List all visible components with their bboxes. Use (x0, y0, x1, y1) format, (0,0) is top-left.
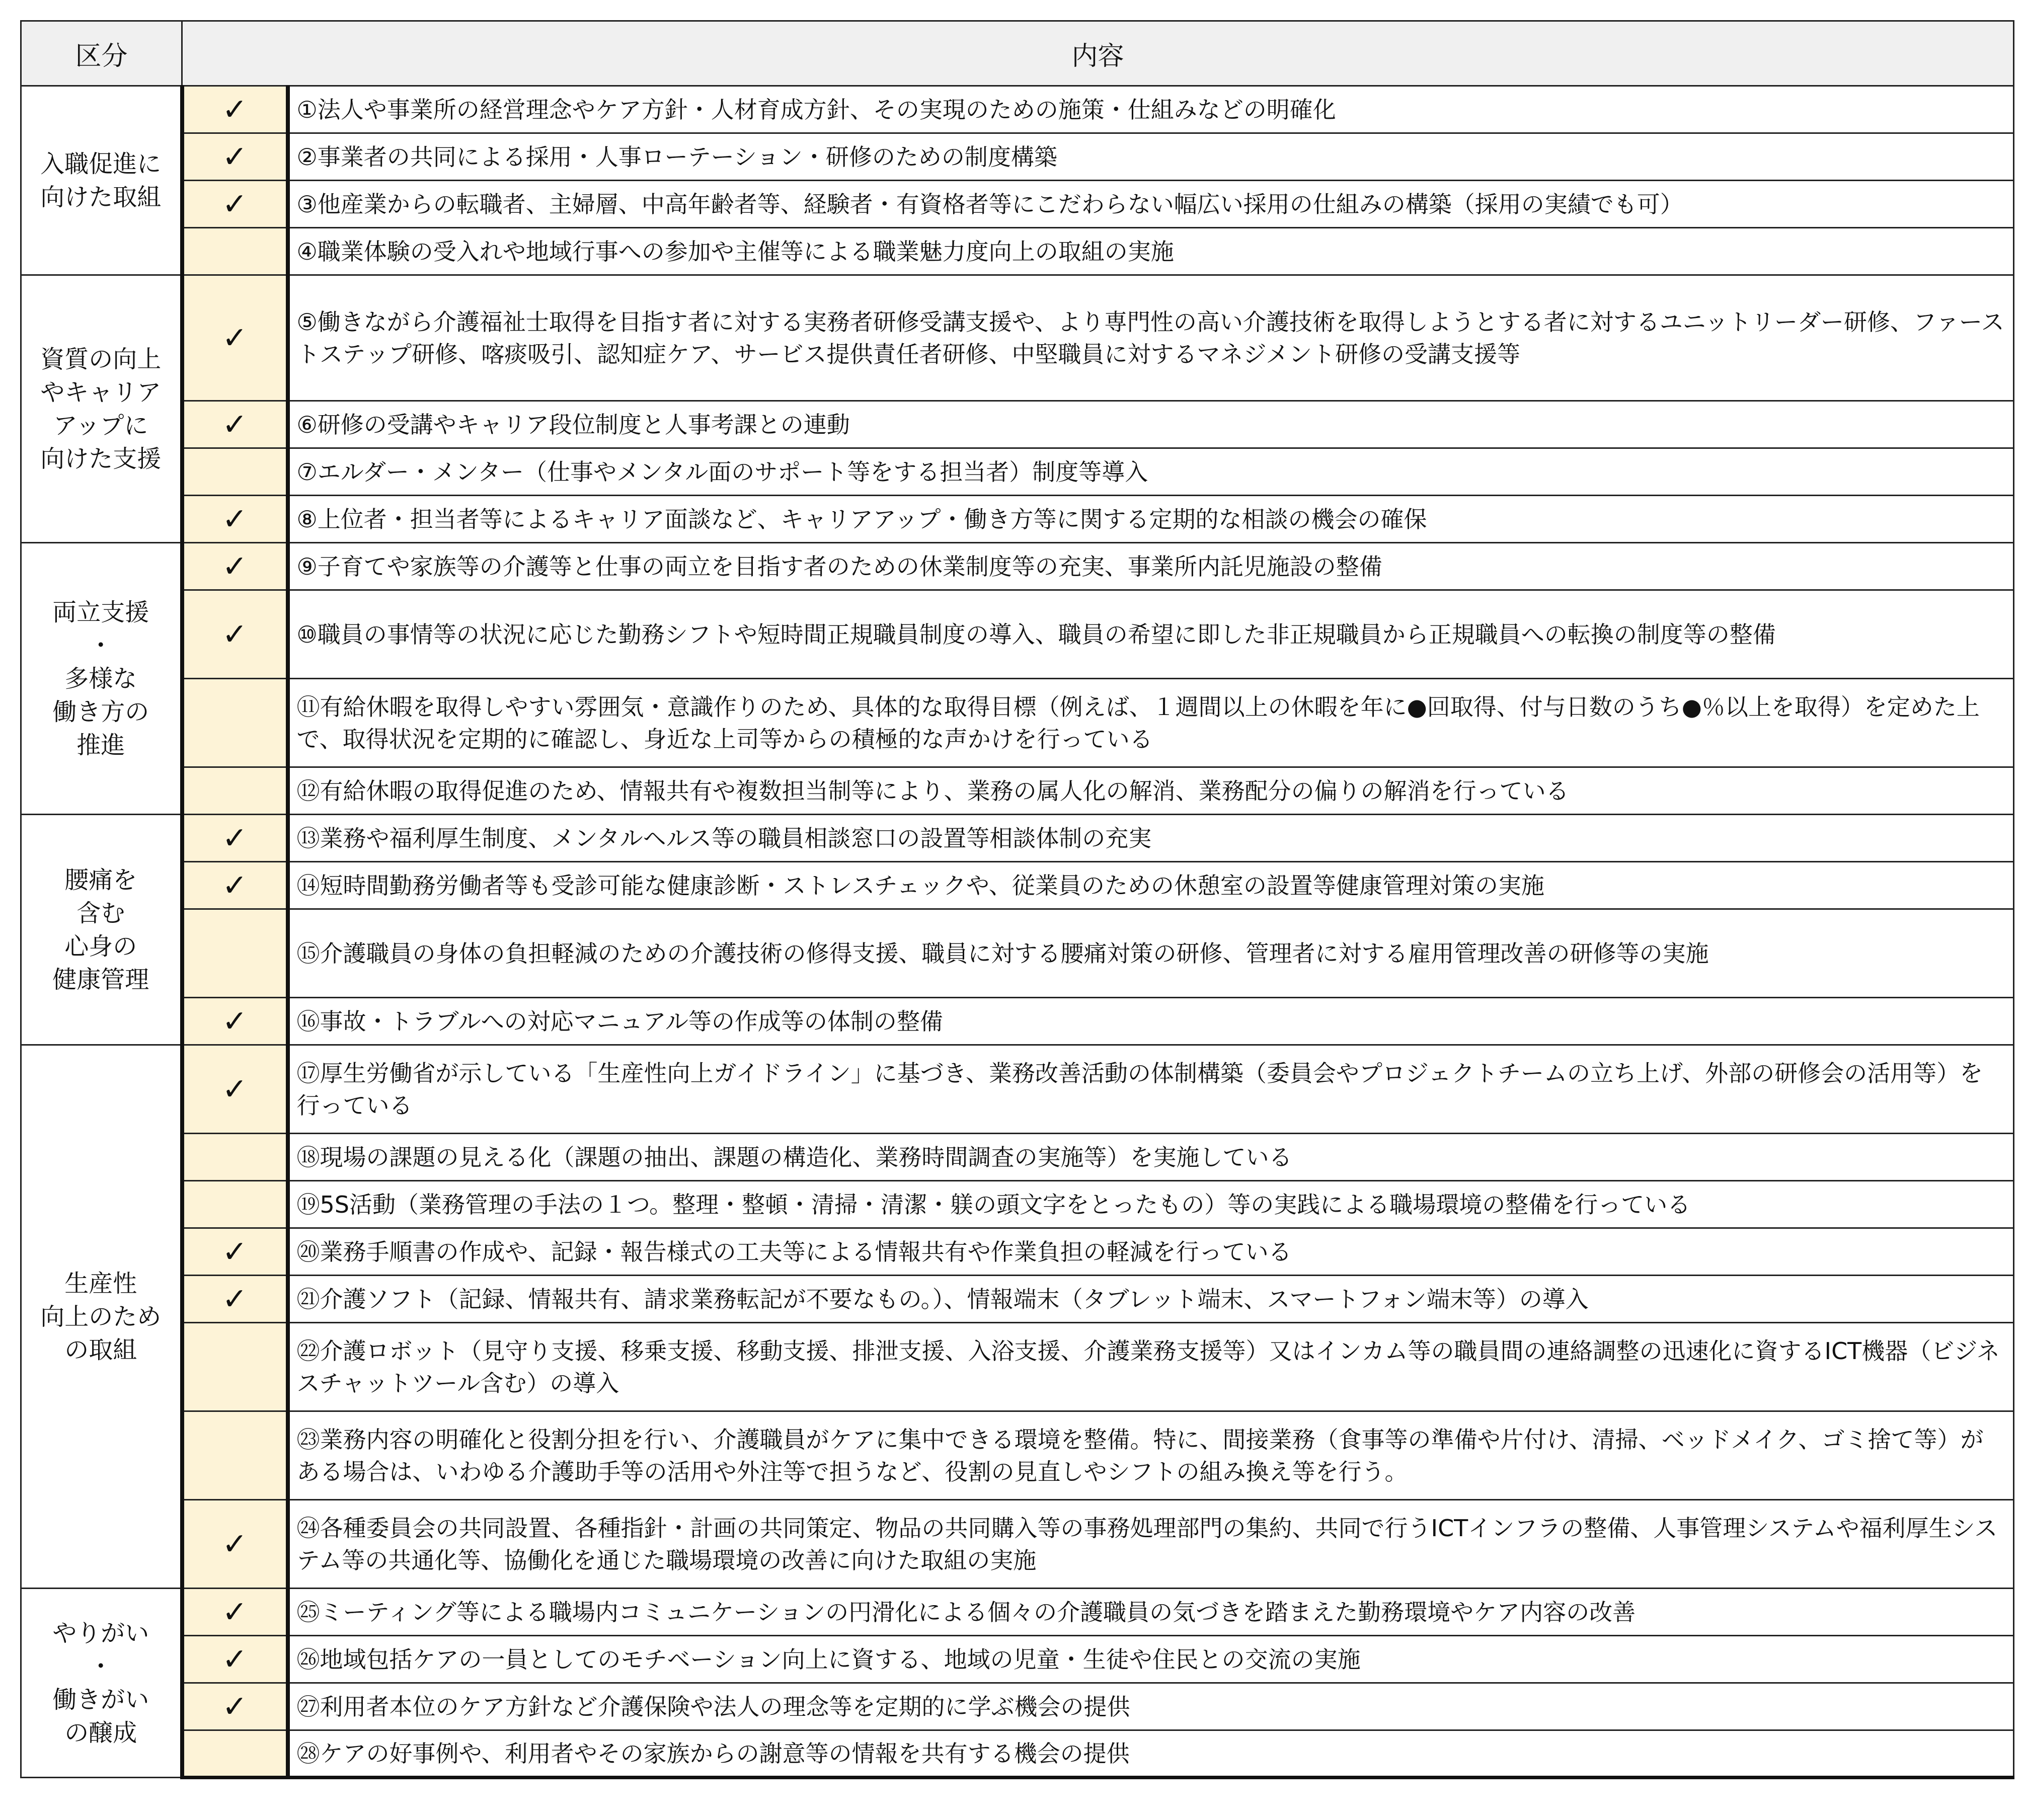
check-cell[interactable] (182, 590, 288, 679)
checkmark-icon: ✓ (222, 1526, 248, 1562)
item-text: ⑳業務手順書の作成や、記録・報告様式の工夫等による情報共有や作業負担の軽減を行っている (288, 1228, 2014, 1276)
item-text: ⑯事故・トラブルへの対応マニュアル等の作成等の体制の整備 (288, 998, 2014, 1045)
table-row (21, 1276, 2014, 1323)
checkmark-icon: ✓ (222, 92, 248, 127)
table-row (21, 1323, 2014, 1411)
table-row (21, 909, 2014, 998)
category-cell: 資質の向上 やキャリア アップに 向けた支援 (21, 275, 182, 543)
checkmark-icon: ✓ (222, 548, 248, 584)
check-cell[interactable] (182, 815, 288, 862)
table-row (21, 86, 2014, 133)
category-cell: 両立支援 ・ 多様な 働き方の 推進 (21, 543, 182, 815)
table-row (21, 1683, 2014, 1730)
table-row (21, 228, 2014, 275)
item-text: ㉘ケアの好事例や、利用者やその家族からの謝意等の情報を共有する機会の提供 (288, 1730, 2014, 1778)
checkmark-icon: ✓ (222, 501, 248, 537)
item-text: ⑭短時間勤務労働者等も受診可能な健康診断・ストレスチェックや、従業員のための休憩室の設置等健康管理対策の実施 (288, 862, 2014, 909)
check-cell[interactable] (182, 543, 288, 590)
check-cell[interactable] (182, 448, 288, 496)
check-cell[interactable] (182, 862, 288, 909)
checkmark-icon: ✓ (222, 407, 248, 442)
checkmark-icon: ✓ (222, 820, 248, 856)
table-row (21, 401, 2014, 448)
item-text: ㉕ミーティング等による職場内コミュニケーションの円滑化による個々の介護職員の気づきを踏まえた勤務環境やケア内容の改善 (288, 1589, 2014, 1636)
table-row (21, 862, 2014, 909)
check-cell[interactable] (182, 1500, 288, 1589)
item-text: ⑲5S活動（業務管理の手法の１つ。整理・整頓・清掃・清潔・躾の頭文字をとったもの）等の実践による職場環境の整備を行っている (288, 1181, 2014, 1228)
table-row (21, 1134, 2014, 1181)
checkmark-icon: ✓ (222, 1003, 248, 1039)
table-row (21, 1181, 2014, 1228)
table-row (21, 543, 2014, 590)
check-cell[interactable] (182, 1045, 288, 1134)
checkmark-icon: ✓ (222, 139, 248, 175)
item-text: ⑩職員の事情等の状況に応じた勤務シフトや短時間正規職員制度の導入、職員の希望に即した非正規職員から正規職員への転換の制度等の整備 (288, 590, 2014, 679)
check-cell[interactable] (182, 1323, 288, 1411)
item-text: ㉗利用者本位のケア方針など介護保険や法人の理念等を定期的に学ぶ機会の提供 (288, 1683, 2014, 1730)
item-text: ㉑介護ソフト（記録、情報共有、請求業務転記が不要なもの。）、情報端末（タブレット端末、スマートフォン端末等）の導入 (288, 1276, 2014, 1323)
checkmark-icon: ✓ (222, 867, 248, 903)
table-row (21, 448, 2014, 496)
checkmark-icon: ✓ (222, 1689, 248, 1724)
table-row (21, 275, 2014, 401)
table-row (21, 1045, 2014, 1134)
item-text: ⑦エルダー・メンター（仕事やメンタル面のサポート等をする担当者）制度等導入 (288, 448, 2014, 496)
item-text: ⑤働きながら介護福祉士取得を目指す者に対する実務者研修受講支援や、より専門性の高い介護技術を取得しようとする者に対するユニットリーダー研修、ファーストステップ研修、喀痰吸引、認知症ケア、サービス提供責任者研修、中堅職員に対するマネジメント研修の受講支援等 (288, 275, 2014, 401)
item-text: ⑨子育てや家族等の介護等と仕事の両立を目指す者のための休業制度等の充実、事業所内託児施設の整備 (288, 543, 2014, 590)
check-cell[interactable] (182, 1589, 288, 1636)
item-text: ㉒介護ロボット（見守り支援、移乗支援、移動支援、排泄支援、入浴支援、介護業務支援等）又はインカム等の職員間の連絡調整の迅速化に資するICT機器（ビジネスチャットツール含む）の導入 (288, 1323, 2014, 1411)
check-cell[interactable] (182, 1683, 288, 1730)
header-row (21, 21, 2014, 86)
check-cell[interactable] (182, 767, 288, 815)
check-cell[interactable] (182, 86, 288, 133)
checkmark-icon: ✓ (222, 1641, 248, 1677)
table-row (21, 1589, 2014, 1636)
item-text: ⑧上位者・担当者等によるキャリア面談など、キャリアアップ・働き方等に関する定期的な相談の機会の確保 (288, 496, 2014, 543)
check-cell[interactable] (182, 1411, 288, 1500)
category-cell: 腰痛を 含む 心身の 健康管理 (21, 815, 182, 1045)
item-text: ⑰厚生労働省が示している「生産性向上ガイドライン」に基づき、業務改善活動の体制構築（委員会やプロジェクトチームの立ち上げ、外部の研修会の活用等）を行っている (288, 1045, 2014, 1134)
check-cell[interactable] (182, 401, 288, 448)
item-text: ②事業者の共同による採用・人事ローテーション・研修のための制度構築 (288, 133, 2014, 181)
item-text: ⑬業務や福利厚生制度、メンタルヘルス等の職員相談窓口の設置等相談体制の充実 (288, 815, 2014, 862)
item-text: ⑱現場の課題の見える化（課題の抽出、課題の構造化、業務時間調査の実施等）を実施している (288, 1134, 2014, 1181)
table-row (21, 496, 2014, 543)
header-content: 内容 (182, 21, 2014, 86)
table-row (21, 815, 2014, 862)
checkmark-icon: ✓ (222, 320, 248, 356)
header-category: 区分 (21, 21, 182, 86)
table-row (21, 1730, 2014, 1778)
check-cell[interactable] (182, 679, 288, 767)
measures-table (20, 20, 2014, 1779)
table-row (21, 1636, 2014, 1683)
check-cell[interactable] (182, 133, 288, 181)
table-row (21, 133, 2014, 181)
item-text: ③他産業からの転職者、主婦層、中高年齢者等、経験者・有資格者等にこだわらない幅広い採用の仕組みの構築（採用の実績でも可） (288, 181, 2014, 228)
checkmark-icon: ✓ (222, 1594, 248, 1630)
item-text: ㉖地域包括ケアの一員としてのモチベーション向上に資する、地域の児童・生徒や住民との交流の実施 (288, 1636, 2014, 1683)
check-cell[interactable] (182, 1181, 288, 1228)
checkmark-icon: ✓ (222, 1071, 248, 1107)
table-row (21, 1411, 2014, 1500)
check-cell[interactable] (182, 1134, 288, 1181)
check-cell[interactable] (182, 1276, 288, 1323)
item-text: ⑥研修の受講やキャリア段位制度と人事考課との連動 (288, 401, 2014, 448)
checkmark-icon: ✓ (222, 1234, 248, 1270)
table-body (21, 86, 2014, 1778)
table-row (21, 1500, 2014, 1589)
table-row (21, 1228, 2014, 1276)
table-row (21, 767, 2014, 815)
check-cell[interactable] (182, 181, 288, 228)
checkmark-icon: ✓ (222, 186, 248, 222)
check-cell[interactable] (182, 1228, 288, 1276)
item-text: ㉓業務内容の明確化と役割分担を行い、介護職員がケアに集中できる環境を整備。特に、間接業務（食事等の準備や片付け、清掃、ベッドメイク、ゴミ捨て等）がある場合は、いわゆる介護助手等の活用や外注等で担うなど、役割の見直しやシフトの組み換え等を行う。 (288, 1411, 2014, 1500)
item-text: ⑮介護職員の身体の負担軽減のための介護技術の修得支援、職員に対する腰痛対策の研修、管理者に対する雇用管理改善の研修等の実施 (288, 909, 2014, 998)
check-cell[interactable] (182, 909, 288, 998)
table-row (21, 590, 2014, 679)
category-cell: 入職促進に 向けた取組 (21, 86, 182, 275)
check-cell[interactable] (182, 1730, 288, 1778)
check-cell[interactable] (182, 275, 288, 401)
item-text: ①法人や事業所の経営理念やケア方針・人材育成方針、その実現のための施策・仕組みなどの明確化 (288, 86, 2014, 133)
item-text: ⑪有給休暇を取得しやすい雰囲気・意識作りのため、具体的な取得目標（例えば、１週間以上の休暇を年に●回取得、付与日数のうち●％以上を取得）を定めた上で、取得状況を定期的に確認し、身近な上司等からの積極的な声かけを行っている (288, 679, 2014, 767)
check-cell[interactable] (182, 998, 288, 1045)
check-cell[interactable] (182, 1636, 288, 1683)
checkmark-icon: ✓ (222, 616, 248, 652)
table-row (21, 679, 2014, 767)
check-cell[interactable] (182, 496, 288, 543)
item-text: ㉔各種委員会の共同設置、各種指針・計画の共同策定、物品の共同購入等の事務処理部門の集約、共同で行うICTインフラの整備、人事管理システムや福利厚生システム等の共通化等、協働化を通じた職場環境の改善に向けた取組の実施 (288, 1500, 2014, 1589)
table-row (21, 181, 2014, 228)
check-cell[interactable] (182, 228, 288, 275)
category-cell: やりがい ・ 働きがい の醸成 (21, 1589, 182, 1778)
checkmark-icon: ✓ (222, 1281, 248, 1317)
item-text: ⑫有給休暇の取得促進のため、情報共有や複数担当制等により、業務の属人化の解消、業務配分の偏りの解消を行っている (288, 767, 2014, 815)
table-row (21, 998, 2014, 1045)
category-cell: 生産性 向上のため の取組 (21, 1045, 182, 1589)
item-text: ④職業体験の受入れや地域行事への参加や主催等による職業魅力度向上の取組の実施 (288, 228, 2014, 275)
